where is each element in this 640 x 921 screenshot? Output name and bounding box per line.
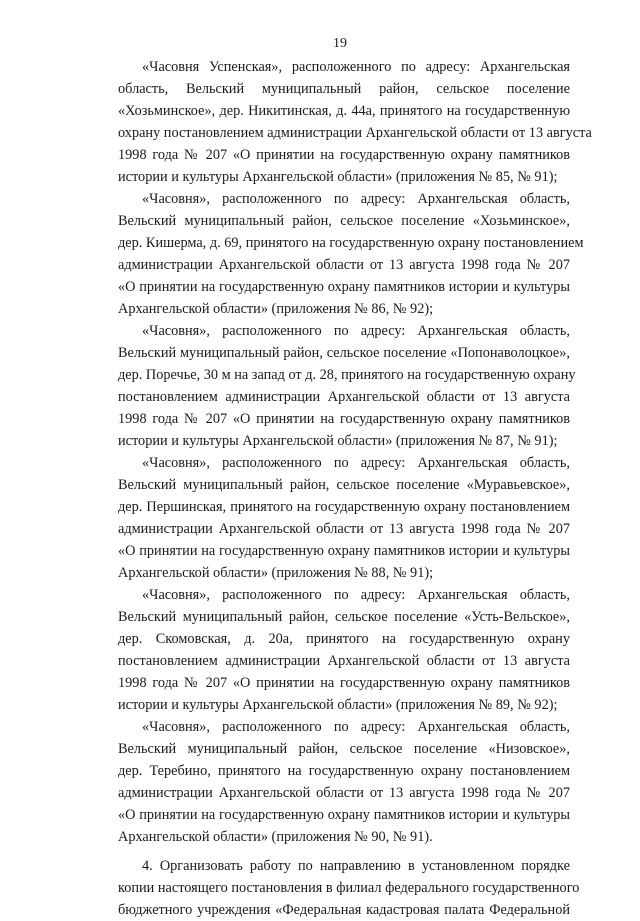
text-line: Архангельской области» (приложения № 88, № 91); [118, 565, 434, 581]
text-line: истории и культуры Архангельской области» (приложения № 87, № 91); [118, 433, 558, 449]
text-line: охрану постановлением администрации Архангельской области от 13 августа [118, 125, 592, 141]
text-line: бюджетного учреждения «Федеральная кадастровая палата Федеральной [118, 902, 570, 918]
text-line: дер. Першинская, принятого на государственную охрану постановлением [118, 499, 570, 515]
text-line: «Часовня», расположенного по адресу: Архангельская область, [142, 323, 570, 339]
text-line: копии настоящего постановления в филиал федерального государственного [118, 880, 580, 896]
text-line: «Часовня», расположенного по адресу: Архангельская область, [142, 587, 570, 603]
page-number: 19 [333, 36, 347, 51]
text-line: Вельский муниципальный район, сельское поселение «Попонаволоцкое», [118, 345, 570, 361]
text-line: дер. Кишерма, д. 69, принятого на государственную охрану постановлением [118, 235, 584, 251]
paragraph-chapel-uspenskaya [118, 56, 592, 188]
text-line: Вельский муниципальный район, сельское поселение «Хозьминское», [118, 213, 570, 229]
text-line: область, Вельский муниципальный район, сельское поселение [118, 81, 570, 97]
text-line: истории и культуры Архангельской области» (приложения № 85, № 91); [118, 169, 558, 185]
text-line: истории и культуры Архангельской области» (приложения № 89, № 92); [118, 697, 558, 713]
text-line: Вельский муниципальный район, сельское поселение «Усть-Вельское», [118, 609, 570, 625]
text-line: администрации Архангельской области от 13 августа 1998 года № 207 [118, 257, 570, 273]
text-line: Вельский муниципальный район, сельское поселение «Муравьевское», [118, 477, 570, 493]
text-line: постановлением администрации Архангельской области от 13 августа [118, 653, 570, 669]
text-line: 1998 года № 207 «О принятии на государственную охрану памятников [118, 147, 570, 163]
text-line: «Часовня», расположенного по адресу: Архангельская область, [142, 455, 570, 471]
paragraph-chapel-pershinskaya [118, 452, 570, 584]
text-line: Вельский муниципальный район, сельское поселение «Низовское», [118, 741, 570, 757]
text-line: администрации Архангельской области от 13 августа 1998 года № 207 [118, 785, 570, 801]
text-line: «Хозьминское», дер. Никитинская, д. 44а, принятого на государственную [118, 103, 570, 119]
text-line: «О принятии на государственную охрану памятников истории и культуры [118, 807, 570, 823]
text-line: «О принятии на государственную охрану памятников истории и культуры [118, 279, 570, 295]
text-line: постановлением администрации Архангельской области от 13 августа [118, 389, 570, 405]
document-body [118, 56, 592, 921]
text-line: 1998 года № 207 «О принятии на государственную охрану памятников [118, 675, 570, 691]
text-line: дер. Поречье, 30 м на запад от д. 28, принятого на государственную охрану [118, 367, 576, 383]
text-line: администрации Архангельской области от 13 августа 1998 года № 207 [118, 521, 570, 537]
paragraph-item-4 [118, 855, 580, 921]
paragraph-chapel-terebino [118, 716, 570, 848]
text-line: «О принятии на государственную охрану памятников истории и культуры [118, 543, 570, 559]
text-line: «Часовня», расположенного по адресу: Архангельская область, [142, 191, 570, 207]
text-line: дер. Теребино, принятого на государственную охрану постановлением [118, 763, 570, 779]
text-line: 4. Организовать работу по направлению в установленном порядке [142, 858, 570, 874]
text-line: 1998 года № 207 «О принятии на государственную охрану памятников [118, 411, 570, 427]
text-line: дер. Скомовская, д. 20а, принятого на государственную охрану [118, 631, 570, 647]
text-line: «Часовня Успенская», расположенного по адресу: Архангельская [142, 59, 570, 75]
paragraph-chapel-kisherma [118, 188, 584, 320]
text-line: «Часовня», расположенного по адресу: Архангельская область, [142, 719, 570, 735]
text-line: Архангельской области» (приложения № 90, № 91). [118, 829, 433, 845]
paragraph-chapel-porechye [118, 320, 576, 452]
paragraph-chapel-skomovskaya [118, 584, 570, 716]
text-line: Архангельской области» (приложения № 86, № 92); [118, 301, 434, 317]
